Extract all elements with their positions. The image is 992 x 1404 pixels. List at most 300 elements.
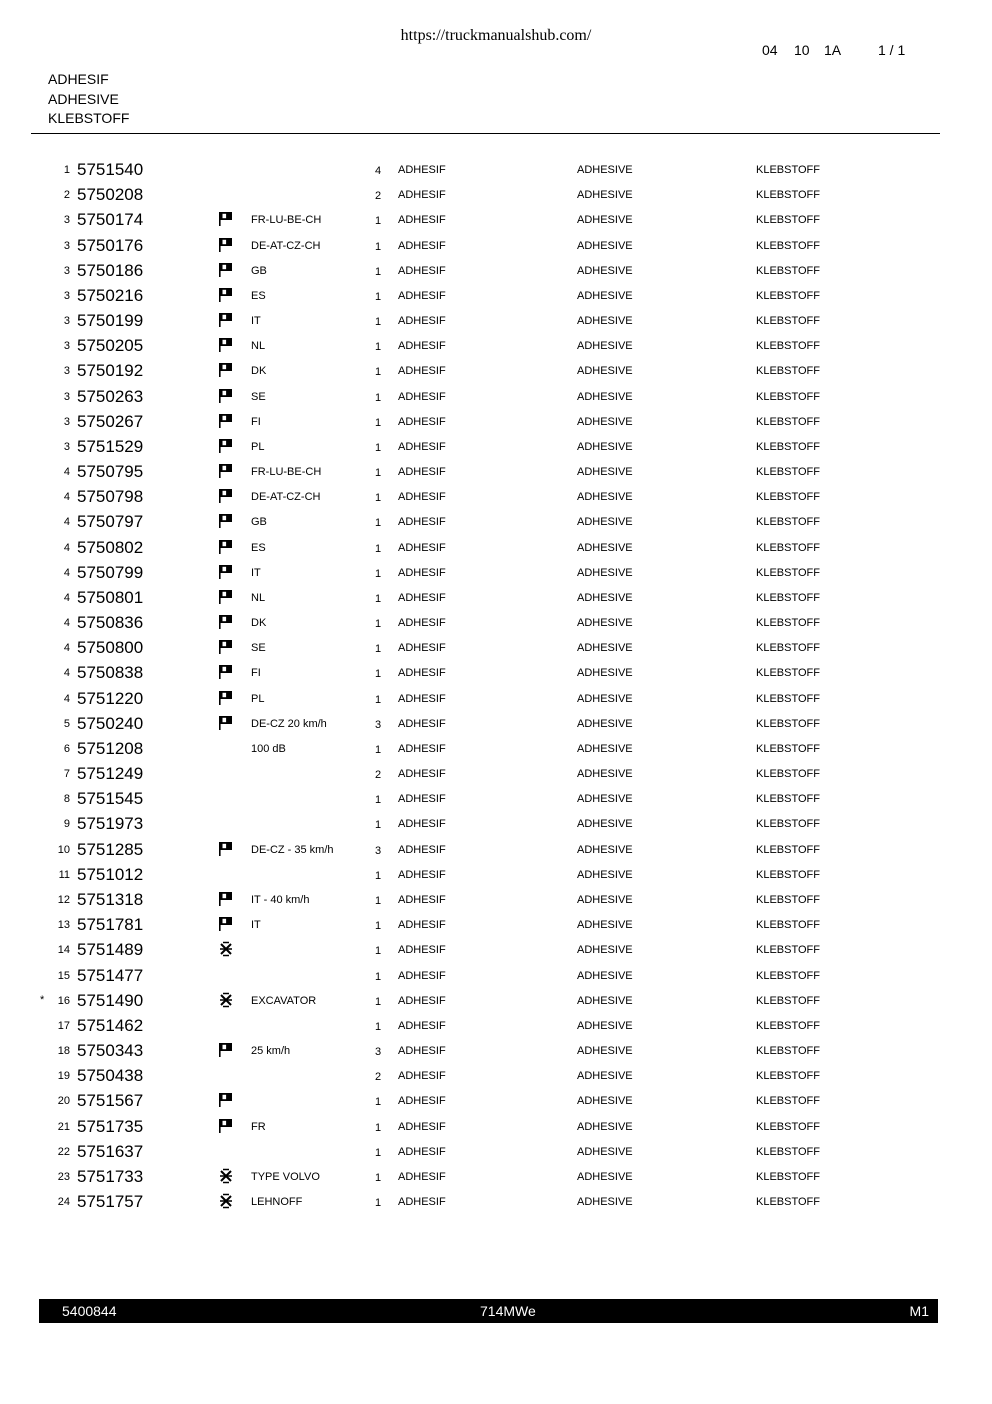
name-en: ADHESIVE — [577, 793, 633, 806]
tool-icon — [218, 1193, 234, 1209]
list-item — [0, 964, 992, 989]
list-item — [0, 1089, 992, 1114]
variant-description: FR — [251, 1120, 266, 1133]
list-item — [0, 762, 992, 787]
name-fr: ADHESIF — [398, 289, 446, 302]
flag-icon — [218, 539, 234, 555]
item-number: 10 — [57, 843, 70, 856]
variant-description: 100 dB — [251, 742, 286, 755]
title-de: KLEBSTOFF — [48, 110, 130, 126]
list-item — [0, 938, 992, 963]
quantity: 2 — [375, 190, 382, 203]
name-de: KLEBSTOFF — [756, 893, 820, 906]
quantity: 1 — [375, 945, 382, 958]
part-number: 5751540 — [77, 160, 144, 179]
part-number: 5750836 — [77, 613, 144, 633]
list-item — [0, 1014, 992, 1039]
name-de: KLEBSTOFF — [756, 189, 820, 202]
name-en: ADHESIVE — [577, 642, 633, 655]
list-item — [0, 712, 992, 737]
name-en: ADHESIVE — [577, 1045, 633, 1058]
name-fr: ADHESIF — [398, 944, 446, 957]
quantity: 1 — [375, 995, 382, 1008]
variant-description: DE-AT-CZ-CH — [251, 239, 321, 252]
page-number: 1 / 1 — [878, 42, 906, 58]
part-number: 5750208 — [77, 185, 144, 205]
item-number: 2 — [63, 189, 70, 202]
name-en: ADHESIVE — [577, 1196, 633, 1209]
list-item — [0, 435, 992, 460]
item-number: 1 — [63, 164, 70, 176]
list-item — [0, 460, 992, 485]
item-number: 3 — [63, 440, 70, 453]
name-en: ADHESIVE — [577, 566, 633, 579]
name-en: ADHESIVE — [577, 692, 633, 705]
name-de: KLEBSTOFF — [756, 919, 820, 932]
name-fr: ADHESIF — [398, 1196, 446, 1209]
quantity: 1 — [375, 920, 382, 933]
name-en: ADHESIVE — [577, 742, 633, 755]
item-number: 22 — [57, 1145, 70, 1158]
item-number: 4 — [63, 591, 70, 604]
flag-icon — [218, 639, 234, 655]
quantity: 1 — [375, 869, 382, 882]
name-en: ADHESIVE — [577, 340, 633, 353]
name-de: KLEBSTOFF — [756, 1019, 820, 1032]
name-de: KLEBSTOFF — [756, 264, 820, 277]
header-code-3: 1A — [824, 42, 842, 58]
item-number: 17 — [57, 1019, 70, 1032]
part-number: 5750216 — [77, 285, 144, 305]
list-item — [0, 838, 992, 863]
header-code-2: 10 — [794, 42, 810, 58]
item-number: 7 — [63, 768, 70, 781]
name-fr: ADHESIF — [398, 1045, 446, 1058]
list-item — [0, 510, 992, 535]
item-number: 3 — [63, 315, 70, 328]
flag-icon — [218, 891, 234, 907]
quantity: 1 — [375, 416, 382, 429]
quantity: 3 — [375, 718, 382, 731]
name-fr: ADHESIF — [398, 1120, 446, 1133]
flag-icon — [218, 916, 234, 932]
name-de: KLEBSTOFF — [756, 440, 820, 453]
part-number: 5750267 — [77, 411, 144, 431]
name-fr: ADHESIF — [398, 491, 446, 504]
part-number: 5750343 — [77, 1041, 144, 1061]
name-en: ADHESIVE — [577, 944, 633, 957]
part-number: 5750795 — [77, 462, 144, 482]
list-item — [0, 1115, 992, 1140]
list-item — [0, 183, 992, 208]
name-fr: ADHESIF — [398, 264, 446, 277]
list-item — [0, 485, 992, 510]
name-de: KLEBSTOFF — [756, 1120, 820, 1133]
name-de: KLEBSTOFF — [756, 1045, 820, 1058]
list-item — [0, 913, 992, 938]
quantity: 3 — [375, 1046, 382, 1059]
name-en: ADHESIVE — [577, 516, 633, 529]
flag-icon — [218, 337, 234, 353]
part-number: 5750799 — [77, 562, 144, 582]
name-de: KLEBSTOFF — [756, 742, 820, 755]
name-fr: ADHESIF — [398, 466, 446, 479]
flag-icon — [218, 1092, 234, 1108]
item-number: 4 — [63, 466, 70, 479]
name-de: KLEBSTOFF — [756, 415, 820, 428]
name-de: KLEBSTOFF — [756, 793, 820, 806]
list-item — [0, 259, 992, 284]
item-number: 19 — [57, 1070, 70, 1083]
list-item — [0, 1165, 992, 1190]
title-en: ADHESIVE — [48, 90, 119, 107]
quantity: 1 — [375, 441, 382, 454]
item-number: 11 — [58, 868, 70, 881]
name-en: ADHESIVE — [577, 994, 633, 1007]
variant-description: NL — [251, 591, 266, 604]
part-number: 5751781 — [77, 915, 144, 935]
name-en: ADHESIVE — [577, 440, 633, 453]
name-en: ADHESIVE — [577, 717, 633, 730]
list-item — [0, 636, 992, 661]
name-fr: ADHESIF — [398, 566, 446, 579]
flag-icon — [218, 614, 234, 630]
name-en: ADHESIVE — [577, 1120, 633, 1133]
part-number: 5750438 — [77, 1066, 144, 1086]
quantity: 1 — [375, 265, 382, 278]
variant-description: GB — [251, 516, 267, 529]
name-en: ADHESIVE — [577, 289, 633, 302]
variant-description: IT — [251, 919, 261, 932]
name-en: ADHESIVE — [577, 365, 633, 378]
part-number: 5750798 — [77, 487, 144, 507]
name-fr: ADHESIF — [398, 1019, 446, 1032]
part-number: 5751477 — [77, 965, 144, 985]
part-number: 5751012 — [77, 864, 144, 884]
name-en: ADHESIVE — [577, 214, 633, 227]
name-de: KLEBSTOFF — [756, 164, 820, 176]
quantity: 1 — [375, 366, 382, 379]
list-item — [0, 787, 992, 812]
part-number: 5751285 — [77, 839, 144, 859]
variant-description: DE-AT-CZ-CH — [251, 491, 321, 504]
tool-icon — [218, 992, 234, 1008]
flag-icon — [218, 211, 234, 227]
source-url: https://truckmanualshub.com/ — [400, 27, 592, 44]
quantity: 1 — [375, 316, 382, 329]
list-item — [0, 1064, 992, 1089]
list-item — [0, 989, 992, 1014]
quantity: 1 — [375, 215, 382, 228]
list-item — [0, 586, 992, 611]
variant-description: DE-CZ 20 km/h — [251, 717, 327, 730]
name-de: KLEBSTOFF — [756, 818, 820, 831]
list-item — [0, 1190, 992, 1215]
list-item — [0, 661, 992, 686]
part-number: 5750176 — [77, 235, 144, 255]
name-fr: ADHESIF — [398, 541, 446, 554]
quantity: 1 — [375, 894, 382, 907]
name-fr: ADHESIF — [398, 1070, 446, 1083]
name-fr: ADHESIF — [398, 1170, 446, 1183]
flag-icon — [218, 841, 234, 857]
quantity: 1 — [375, 341, 382, 354]
quantity: 1 — [375, 1020, 382, 1033]
variant-description: GB — [251, 264, 267, 277]
variant-description: NL — [251, 340, 266, 353]
name-fr: ADHESIF — [398, 164, 446, 176]
list-item — [0, 737, 992, 762]
name-fr: ADHESIF — [398, 818, 446, 831]
name-fr: ADHESIF — [398, 189, 446, 202]
name-de: KLEBSTOFF — [756, 516, 820, 529]
flag-icon — [218, 262, 234, 278]
variant-description: ES — [251, 541, 266, 554]
part-number: 5750800 — [77, 638, 144, 658]
part-number: 5751735 — [77, 1116, 144, 1136]
name-fr: ADHESIF — [398, 742, 446, 755]
name-de: KLEBSTOFF — [756, 1196, 820, 1209]
name-de: KLEBSTOFF — [756, 1145, 820, 1158]
name-en: ADHESIVE — [577, 591, 633, 604]
name-fr: ADHESIF — [398, 667, 446, 680]
flag-icon — [218, 388, 234, 404]
name-en: ADHESIVE — [577, 164, 633, 176]
variant-description: IT — [251, 566, 261, 579]
list-item — [0, 1140, 992, 1165]
flag-icon — [218, 1042, 234, 1058]
variant-description: FR-LU-BE-CH — [251, 466, 322, 479]
name-fr: ADHESIF — [398, 1095, 446, 1108]
name-en: ADHESIVE — [577, 893, 633, 906]
part-number: 5751318 — [77, 889, 144, 909]
item-number: 8 — [63, 793, 70, 806]
part-number: 5751489 — [77, 940, 144, 960]
name-de: KLEBSTOFF — [756, 1070, 820, 1083]
variant-description: DE-CZ - 35 km/h — [251, 843, 334, 856]
name-en: ADHESIVE — [577, 264, 633, 277]
flag-icon — [218, 488, 234, 504]
name-de: KLEBSTOFF — [756, 642, 820, 655]
item-number: 6 — [63, 742, 70, 755]
flag-icon — [218, 715, 234, 731]
part-number: 5750802 — [77, 537, 144, 557]
name-de: KLEBSTOFF — [756, 340, 820, 353]
part-number: 5751733 — [77, 1166, 144, 1186]
item-number: 3 — [63, 239, 70, 252]
item-number: 5 — [63, 717, 70, 730]
variant-description: SE — [251, 390, 266, 403]
name-en: ADHESIVE — [577, 919, 633, 932]
part-number: 5751220 — [77, 688, 144, 708]
name-de: KLEBSTOFF — [756, 591, 820, 604]
quantity: 1 — [375, 1171, 382, 1184]
list-item — [0, 687, 992, 712]
name-fr: ADHESIF — [398, 591, 446, 604]
list-item — [0, 561, 992, 586]
footer-bar — [39, 1299, 938, 1323]
parts-list — [0, 158, 992, 1215]
variant-description: DK — [251, 617, 267, 630]
name-fr: ADHESIF — [398, 415, 446, 428]
item-number: 15 — [57, 969, 70, 982]
quantity: 1 — [375, 240, 382, 253]
title-fr: ADHESIF — [48, 71, 109, 87]
item-number: 3 — [63, 340, 70, 353]
name-fr: ADHESIF — [398, 692, 446, 705]
page-title — [48, 70, 129, 129]
variant-description: ES — [251, 289, 266, 302]
part-number: 5751208 — [77, 738, 144, 758]
item-number: 4 — [63, 541, 70, 554]
name-de: KLEBSTOFF — [756, 768, 820, 781]
quantity: 1 — [375, 1096, 382, 1109]
name-en: ADHESIVE — [577, 1019, 633, 1032]
quantity: 1 — [375, 492, 382, 505]
name-de: KLEBSTOFF — [756, 541, 820, 554]
name-fr: ADHESIF — [398, 315, 446, 328]
list-item — [0, 208, 992, 233]
quantity: 4 — [375, 165, 382, 177]
name-de: KLEBSTOFF — [756, 214, 820, 227]
name-fr: ADHESIF — [398, 893, 446, 906]
variant-description: EXCAVATOR — [251, 994, 317, 1007]
variant-description: SE — [251, 642, 266, 655]
name-de: KLEBSTOFF — [756, 717, 820, 730]
list-item — [0, 334, 992, 359]
item-number: 9 — [63, 818, 70, 831]
item-number: 13 — [57, 919, 70, 932]
quantity: 1 — [375, 391, 382, 404]
list-item — [0, 234, 992, 259]
name-de: KLEBSTOFF — [756, 692, 820, 705]
part-number: 5751757 — [77, 1192, 144, 1212]
name-de: KLEBSTOFF — [756, 1095, 820, 1108]
part-number: 5750192 — [77, 361, 144, 381]
variant-description: 25 km/h — [251, 1045, 291, 1058]
name-de: KLEBSTOFF — [756, 566, 820, 579]
quantity: 1 — [375, 794, 382, 807]
item-number: 3 — [63, 390, 70, 403]
part-number: 5751973 — [77, 814, 144, 834]
part-number: 5751567 — [77, 1091, 144, 1111]
part-number: 5750174 — [77, 210, 144, 230]
quantity: 2 — [375, 1071, 382, 1084]
quantity: 1 — [375, 290, 382, 303]
item-number: 3 — [63, 365, 70, 378]
item-number: 18 — [57, 1045, 70, 1058]
name-de: KLEBSTOFF — [756, 868, 820, 881]
item-number: 14 — [57, 944, 70, 957]
name-en: ADHESIVE — [577, 1170, 633, 1183]
name-en: ADHESIVE — [577, 315, 633, 328]
quantity: 3 — [375, 844, 382, 857]
name-fr: ADHESIF — [398, 1145, 446, 1158]
part-number: 5751637 — [77, 1141, 144, 1161]
name-en: ADHESIVE — [577, 466, 633, 479]
name-fr: ADHESIF — [398, 919, 446, 932]
part-number: 5751462 — [77, 1015, 144, 1035]
name-en: ADHESIVE — [577, 541, 633, 554]
quantity: 1 — [375, 643, 382, 656]
name-de: KLEBSTOFF — [756, 969, 820, 982]
name-en: ADHESIVE — [577, 868, 633, 881]
flag-icon — [218, 1118, 234, 1134]
flag-icon — [218, 362, 234, 378]
item-number: 4 — [63, 667, 70, 680]
item-number: 20 — [57, 1095, 70, 1108]
quantity: 1 — [375, 668, 382, 681]
item-number: 4 — [63, 516, 70, 529]
quantity: 1 — [375, 693, 382, 706]
list-item — [0, 888, 992, 913]
item-number: 3 — [63, 264, 70, 277]
name-en: ADHESIVE — [577, 1095, 633, 1108]
name-de: KLEBSTOFF — [756, 390, 820, 403]
name-en: ADHESIVE — [577, 617, 633, 630]
name-fr: ADHESIF — [398, 516, 446, 529]
name-en: ADHESIVE — [577, 768, 633, 781]
name-de: KLEBSTOFF — [756, 466, 820, 479]
item-number: 4 — [63, 566, 70, 579]
name-de: KLEBSTOFF — [756, 617, 820, 630]
flag-icon — [218, 438, 234, 454]
variant-description: LEHNOFF — [251, 1196, 303, 1209]
item-number: 4 — [63, 617, 70, 630]
list-item — [0, 1039, 992, 1064]
quantity: 1 — [375, 467, 382, 480]
name-en: ADHESIVE — [577, 843, 633, 856]
variant-description: PL — [251, 692, 265, 705]
part-number: 5751529 — [77, 436, 144, 456]
part-number: 5750263 — [77, 386, 144, 406]
name-de: KLEBSTOFF — [756, 289, 820, 302]
name-fr: ADHESIF — [398, 440, 446, 453]
name-de: KLEBSTOFF — [756, 994, 820, 1007]
item-number: 21 — [57, 1120, 70, 1133]
variant-description: FI — [251, 667, 261, 680]
tool-icon — [218, 941, 234, 957]
flag-icon — [218, 664, 234, 680]
name-en: ADHESIVE — [577, 1145, 633, 1158]
name-fr: ADHESIF — [398, 239, 446, 252]
name-fr: ADHESIF — [398, 717, 446, 730]
variant-description: PL — [251, 440, 265, 453]
change-marker: * — [40, 993, 45, 1006]
name-fr: ADHESIF — [398, 994, 446, 1007]
name-de: KLEBSTOFF — [756, 667, 820, 680]
header-divider — [31, 133, 940, 134]
item-number: 3 — [63, 415, 70, 428]
name-de: KLEBSTOFF — [756, 843, 820, 856]
name-en: ADHESIVE — [577, 969, 633, 982]
flag-icon — [218, 413, 234, 429]
flag-icon — [218, 237, 234, 253]
name-fr: ADHESIF — [398, 214, 446, 227]
item-number: 4 — [63, 491, 70, 504]
quantity: 1 — [375, 567, 382, 580]
list-item — [0, 385, 992, 410]
flag-icon — [218, 287, 234, 303]
name-en: ADHESIVE — [577, 667, 633, 680]
name-fr: ADHESIF — [398, 340, 446, 353]
flag-icon — [218, 564, 234, 580]
item-number: 24 — [57, 1196, 70, 1209]
name-de: KLEBSTOFF — [756, 1170, 820, 1183]
quantity: 1 — [375, 970, 382, 983]
name-en: ADHESIVE — [577, 1070, 633, 1083]
part-number: 5751249 — [77, 764, 144, 784]
